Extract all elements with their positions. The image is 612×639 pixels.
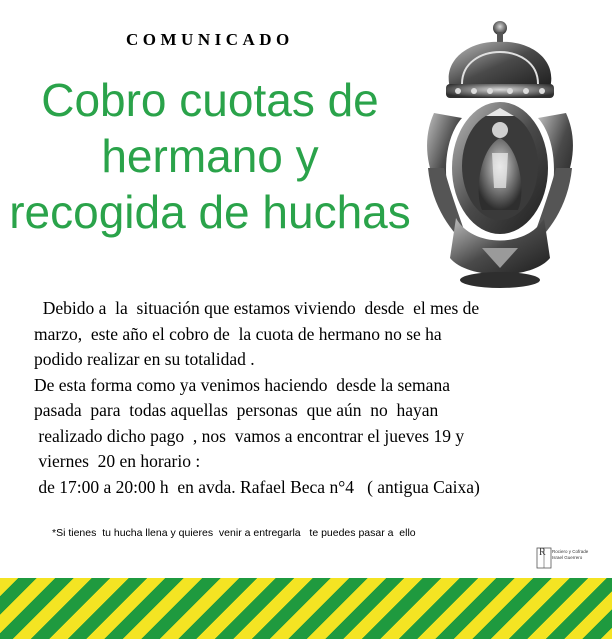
author-logo-text bbox=[539, 547, 589, 560]
striped-footer-band bbox=[0, 578, 612, 639]
body-line-4: De esta forma como ya venimos haciendo desde la semana bbox=[34, 374, 450, 395]
silver-crown-medallion-icon bbox=[422, 18, 578, 290]
body-line-8: de 17:00 a 20:00 h en avda. Rafael Beca n°4 ( antigua Caixa) bbox=[34, 476, 480, 497]
footnote: *Si tienes tu hucha llena y quieres venir a entregarla te puedes pasar a ello bbox=[52, 527, 416, 539]
body-line-2: marzo, este año el cobro de la cuota de hermano no se ha bbox=[34, 323, 442, 344]
body-line-6: realizado dicho pago , nos vamos a encontrar el jueves 19 y bbox=[34, 425, 465, 446]
body-line-3: podido realizar en su totalidad . bbox=[34, 349, 255, 369]
body-line-7: viernes 20 en horario : bbox=[34, 451, 201, 471]
title-line-2: hermano y bbox=[101, 130, 319, 182]
body-line-1: Debido a la situación que estamos viviendo desde el mes de bbox=[34, 298, 480, 318]
body-line-5: pasada para todas aquellas personas que aún no hayan bbox=[34, 400, 439, 420]
kicker-comunicado: COMUNICADO bbox=[126, 30, 294, 49]
logo-line-2: Israel Guerrero bbox=[552, 554, 583, 560]
logo-mark: R bbox=[539, 547, 546, 558]
body-text bbox=[34, 296, 594, 500]
title-line-1: Cobro cuotas de bbox=[41, 74, 379, 126]
title-line-3: recogida de huchas bbox=[9, 186, 411, 238]
logo-line-1: Rociero y Cofrade bbox=[552, 549, 589, 554]
page-title bbox=[0, 72, 420, 240]
